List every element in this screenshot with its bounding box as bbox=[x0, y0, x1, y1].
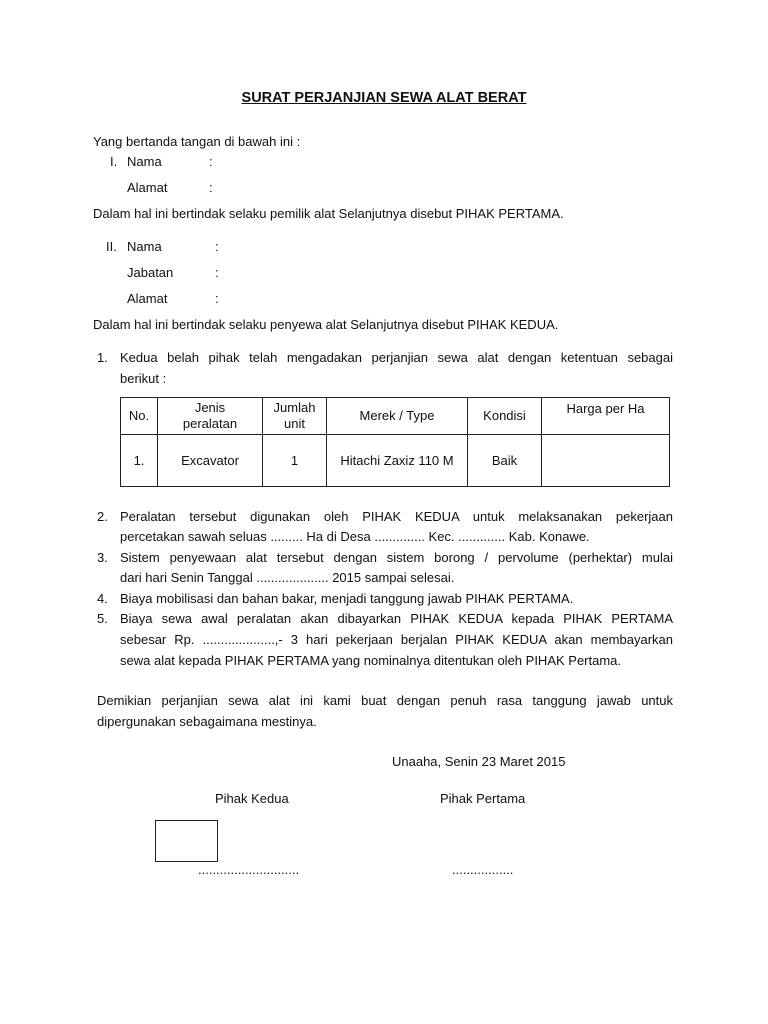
party2-nama-label: Nama bbox=[127, 239, 162, 254]
header-no: No. bbox=[121, 398, 158, 435]
party2-statement: Dalam hal ini bertindak selaku penyewa alat Selanjutnya disebut PIHAK KEDUA. bbox=[93, 317, 559, 332]
clause-5-number: 5. bbox=[97, 611, 108, 626]
clause-1-line-2: berikut : bbox=[120, 371, 167, 386]
party1-number: I. bbox=[110, 154, 118, 169]
clause-4-number: 4. bbox=[97, 591, 108, 606]
clause-1-number: 1. bbox=[97, 350, 108, 365]
document-title: SURAT PERJANJIAN SEWA ALAT BERAT bbox=[241, 90, 527, 106]
header-kondisi: Kondisi bbox=[468, 398, 542, 435]
cell-harga bbox=[542, 435, 670, 487]
equipment-table bbox=[120, 397, 670, 487]
clause-5-line-2: sebesar Rp. ....................,- 3 hari pekerjaan berjalan PIHAK KEDUA akan membayarkan bbox=[120, 632, 673, 647]
cell-no: 1. bbox=[121, 435, 158, 487]
header-jumlah bbox=[263, 398, 327, 435]
header-jumlah-line-1: Jumlah bbox=[273, 400, 316, 415]
clause-5-line-3: sewa alat kepada PIHAK PERTAMA yang nominalnya ditentukan oleh PIHAK Pertama. bbox=[120, 653, 622, 668]
party2-jabatan-colon: : bbox=[215, 265, 219, 280]
party2-nama-colon: : bbox=[215, 239, 219, 254]
party1-nama-colon: : bbox=[209, 154, 213, 169]
clause-4-line-1: Biaya mobilisasi dan bahan bakar, menjadi tanggung jawab PIHAK PERTAMA. bbox=[120, 591, 574, 606]
header-jenis-line-2: peralatan bbox=[182, 416, 238, 431]
clause-2-line-1: Peralatan tersebut digunakan oleh PIHAK KEDUA untuk melaksanakan pekerjaan bbox=[120, 509, 673, 524]
header-jenis-line-1: Jenis bbox=[194, 400, 226, 415]
party1-alamat-colon: : bbox=[209, 180, 213, 195]
signature-left-label: Pihak Kedua bbox=[215, 791, 289, 806]
party1-statement: Dalam hal ini bertindak selaku pemilik alat Selanjutnya disebut PIHAK PERTAMA. bbox=[93, 206, 564, 221]
cell-merek: Hitachi Zaxiz 110 M bbox=[327, 435, 468, 487]
cell-jumlah: 1 bbox=[263, 435, 327, 487]
party2-jabatan-label: Jabatan bbox=[127, 265, 174, 280]
table-header-row bbox=[121, 398, 670, 435]
clause-2-number: 2. bbox=[97, 509, 108, 524]
place-date: Unaaha, Senin 23 Maret 2015 bbox=[392, 754, 566, 769]
clause-3-line-2: dari hari Senin Tanggal .................... 2015 sampai selesai. bbox=[120, 570, 455, 585]
header-merek: Merek / Type bbox=[327, 398, 468, 435]
party2-alamat-colon: : bbox=[215, 291, 219, 306]
header-jumlah-line-2: unit bbox=[284, 416, 305, 431]
clause-3-line-1: Sistem penyewaan alat tersebut dengan sistem borong / pervolume (perhektar) mulai bbox=[120, 550, 673, 565]
clause-1-line-1: Kedua belah pihak telah mengadakan perjanjian sewa alat dengan ketentuan sebagai bbox=[120, 350, 673, 365]
signature-left-line: ............................ bbox=[198, 862, 300, 877]
party1-alamat-label: Alamat bbox=[127, 180, 168, 195]
closing-line-2: dipergunakan sebagaimana mestinya. bbox=[97, 714, 317, 729]
cell-jenis: Excavator bbox=[158, 435, 263, 487]
signature-box bbox=[155, 820, 218, 862]
cell-kondisi: Baik bbox=[468, 435, 542, 487]
clause-3-number: 3. bbox=[97, 550, 108, 565]
header-jenis bbox=[158, 398, 263, 435]
signature-right-label: Pihak Pertama bbox=[440, 791, 526, 806]
intro-text: Yang bertanda tangan di bawah ini : bbox=[93, 134, 301, 149]
party2-number: II. bbox=[106, 239, 117, 254]
clause-2-line-2: percetakan sawah seluas ......... Ha di Desa .............. Kec. ............. Kab. Konawe. bbox=[120, 529, 590, 544]
closing-line-1: Demikian perjanjian sewa alat ini kami buat dengan penuh rasa tanggung jawab untuk bbox=[97, 693, 673, 708]
table-row bbox=[121, 435, 670, 487]
party2-alamat-label: Alamat bbox=[127, 291, 168, 306]
party1-nama-label: Nama bbox=[127, 154, 162, 169]
clause-5-line-1: Biaya sewa awal peralatan akan dibayarkan PIHAK KEDUA kepada PIHAK PERTAMA bbox=[120, 611, 673, 626]
header-harga: Harga per Ha bbox=[542, 398, 670, 435]
signature-right-line: ................. bbox=[452, 862, 514, 877]
